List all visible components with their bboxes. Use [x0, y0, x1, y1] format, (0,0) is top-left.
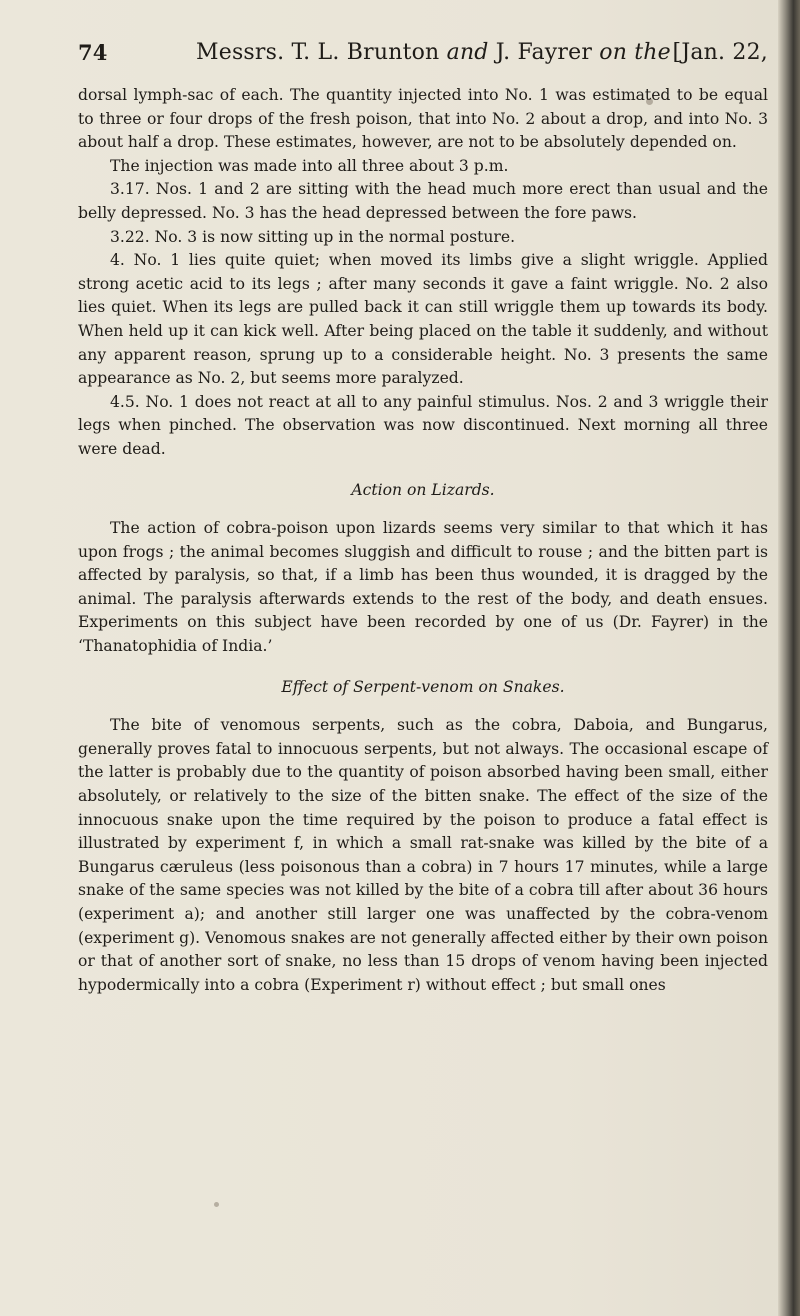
paragraph-time-4: 4. No. 1 lies quite quiet; when moved its limbs give a slight wriggle. Applied strong acetic acid to its legs ; after many seconds it gave a faint wriggle. No. 2 also lies quiet. When its legs are pulled back it can still wriggle them up towards its body. When held up it can kick well. After being placed on the table it suddenly, and without any apparent reason, sprung up to a considerable height. No. 3 presents the same appearance as No. 2, but seems more paralyzed. — [78, 251, 768, 388]
running-title: Messrs. T. L. Brunton and J. Fayrer on the — [196, 40, 671, 65]
paragraph-time-3-17: 3.17. Nos. 1 and 2 are sitting with the head much more erect than usual and the belly depressed. No. 3 has the head depressed between the fore paws. — [78, 180, 768, 222]
article-body — [78, 84, 768, 997]
paragraph-time-3-22: 3.22. No. 3 is now sitting up in the normal posture. — [110, 227, 516, 246]
running-header — [78, 40, 768, 74]
paragraph-time-4-5: 4.5. No. 1 does not react at all to any painful stimulus. Nos. 2 and 3 wriggle their legs when pinched. The observation was now discontinued. Next morning all three were dead. — [78, 392, 768, 458]
page-edge-shadow — [778, 0, 800, 1316]
header-date: [Jan. 22, — [672, 40, 768, 65]
paragraph-injection-time: The injection was made into all three about 3 p.m. — [110, 156, 509, 175]
section-heading-snakes: Effect of Serpent-venom on Snakes. — [281, 677, 565, 696]
paragraph-lizards: The action of cobra-poison upon lizards seems very similar to that which it has upon frogs ; the animal becomes sluggish and difficult to rouse ; and the bitten part is affected by paralysis, so that, if a limb has been thus wounded, it is dragged by the animal. The paralysis afterwards extends to the rest of the body, and death ensues. Experiments on this subject have been recorded by one of us (Dr. Fayrer) in the ‘Thanatophidia of India.’ — [78, 519, 768, 656]
page-number: 74 — [78, 40, 108, 65]
scan-speck — [214, 1202, 219, 1207]
paragraph-snakes: The bite of venomous serpents, such as the cobra, Daboia, and Bungarus, generally proves fatal to innocuous serpents, but not always. The occasional escape of the latter is probably due to the quantity of poison absorbed having been small, either absolutely, or relatively to the size of the bitten snake. The effect of the size of the innocuous snake upon the time required by the poison to produce a fatal effect is illustrated by experiment f, in which a small rat-snake was killed by the bite of a Bungarus cæruleus (less poisonous than a cobra) in 7 hours 17 minutes, while a large snake of the same species was not killed by the bite of a cobra till after about 36 hours (experiment a); and another still larger one was unaffected by the cobra-venom (experiment g). Venomous snakes are not generally affected either by their own poison or that of another sort of snake, no less than 15 drops of venom having been injected hypodermically into a cobra (Experiment r) without effect ; but small ones — [78, 716, 768, 994]
scan-speck — [646, 98, 653, 105]
paragraph-continuation: dorsal lymph-sac of each. The quantity injected into No. 1 was estimated to be equal to three or four drops of the fresh poison, that into No. 2 about a drop, and into No. 3 about half a drop. These estimates, however, are not to be absolutely depended on. — [78, 86, 768, 152]
section-heading-lizards: Action on Lizards. — [351, 480, 495, 499]
